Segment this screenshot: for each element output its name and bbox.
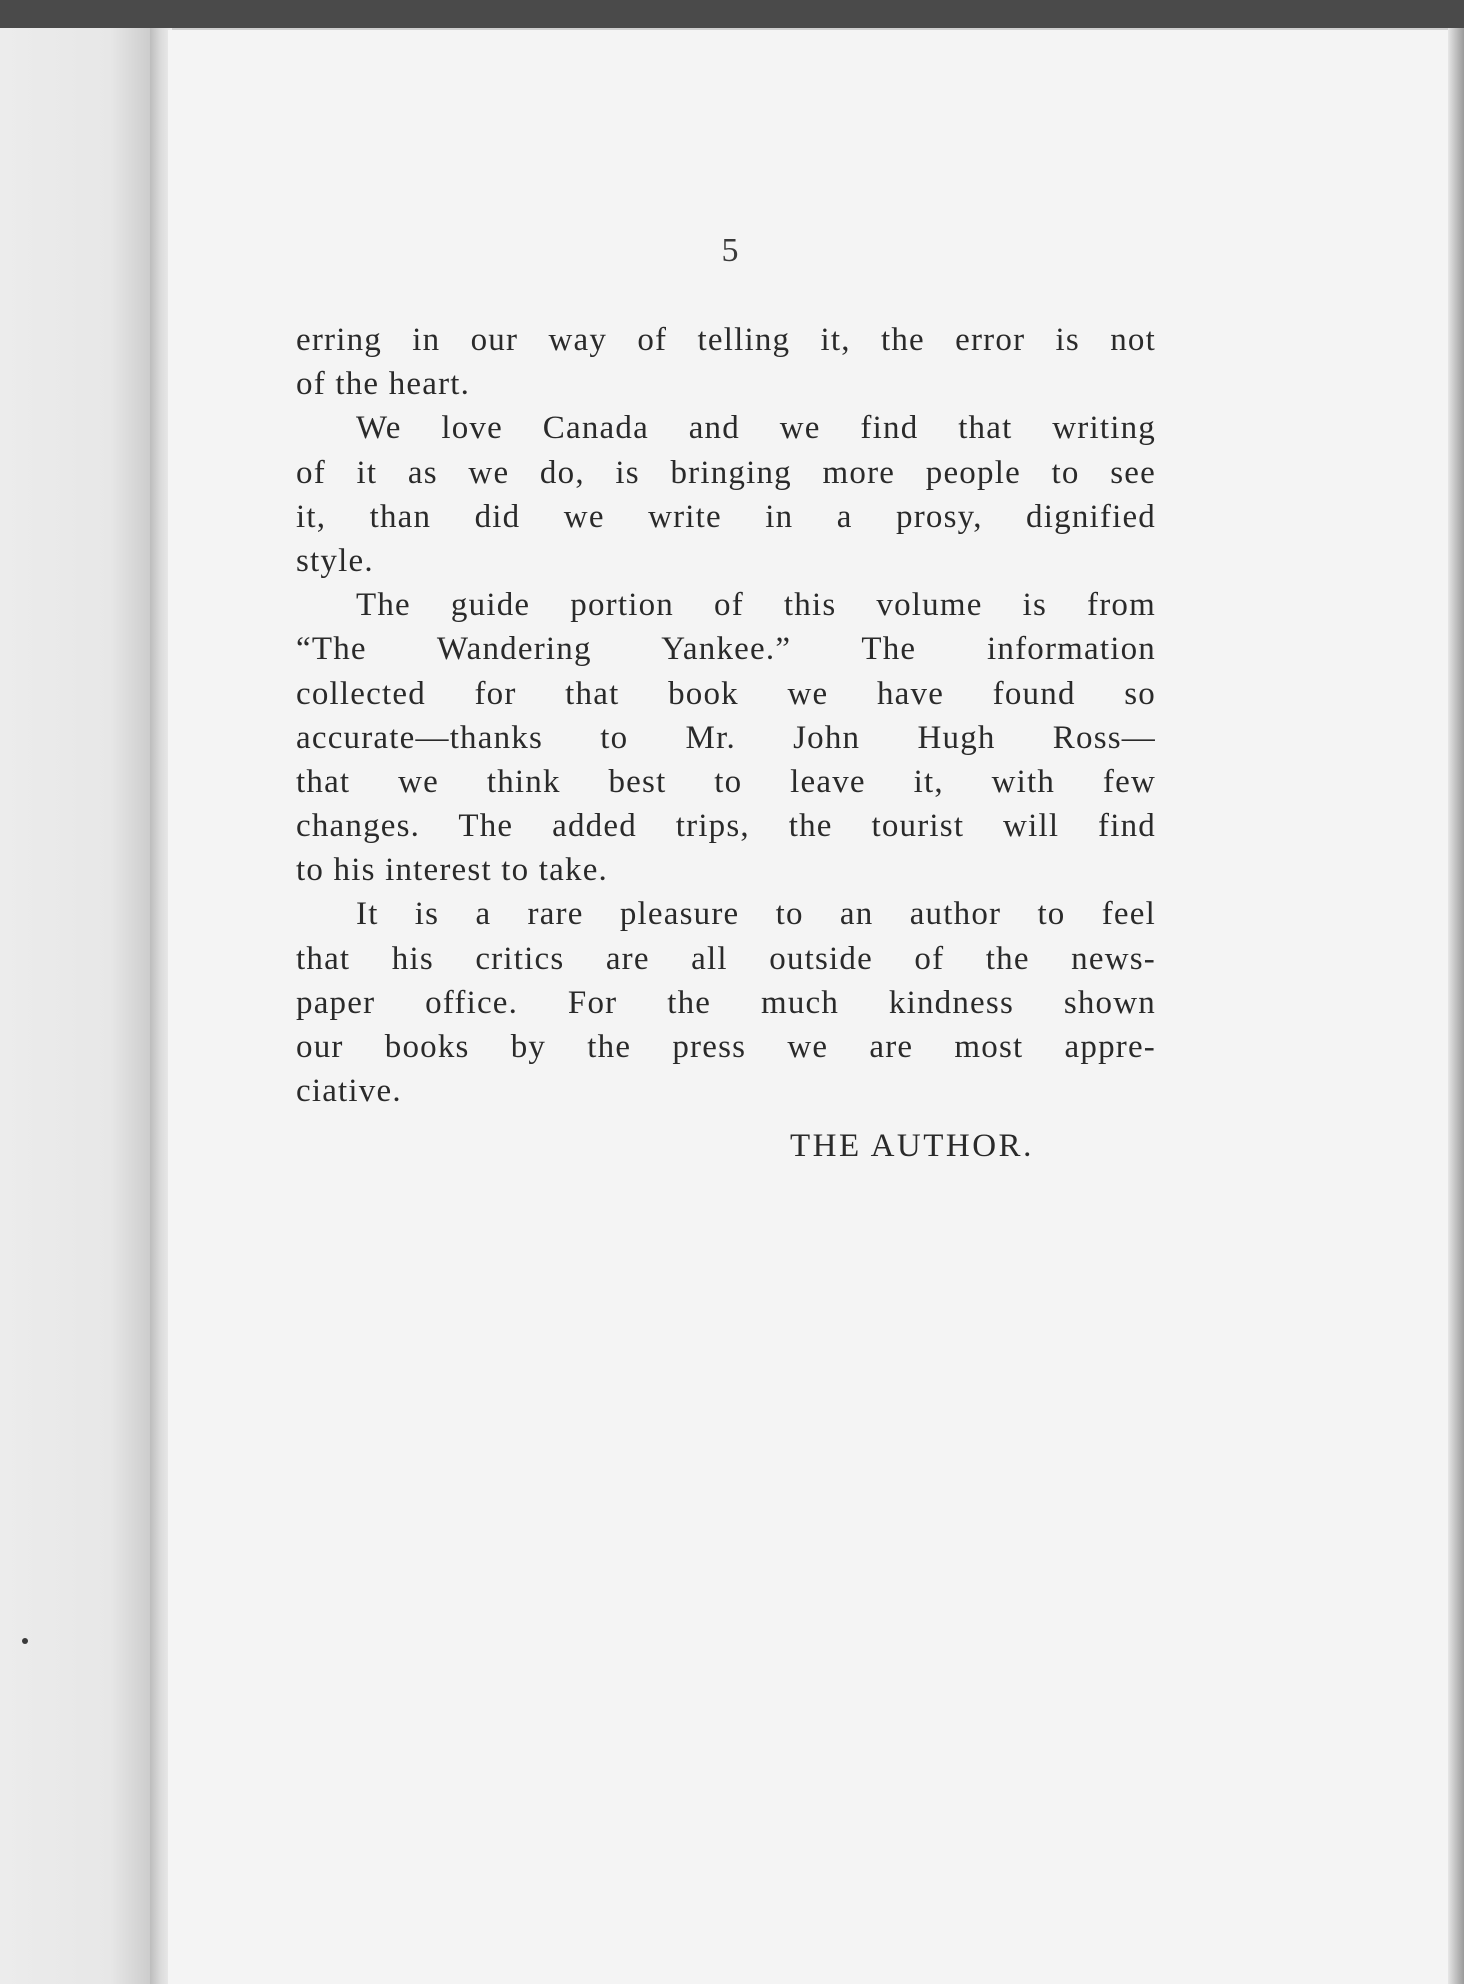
scan-top-border (0, 0, 1464, 28)
facing-page-edge (0, 28, 158, 1984)
text-line: of it as we do, is bringing more people to see (296, 454, 1156, 491)
text-line: style. (296, 542, 374, 579)
paragraph-start-line: The guide portion of this volume is from (356, 587, 1156, 624)
text-line: ciative. (296, 1073, 402, 1110)
author-signature: THE AUTHOR. (790, 1128, 1034, 1164)
text-line: collected for that book we have found so (296, 675, 1156, 712)
text-line: of the heart. (296, 366, 471, 403)
text-line: accurate—thanks to Mr. John Hugh Ross— (296, 719, 1156, 756)
text-line: paper office. For the much kindness shown (296, 984, 1156, 1021)
paragraph-start-line: It is a rare pleasure to an author to feel (356, 896, 1156, 933)
scan-speck (22, 1638, 28, 1644)
text-line: it, than did we write in a prosy, dignified (296, 498, 1156, 535)
page-number: 5 (721, 232, 739, 269)
text-line: to his interest to take. (296, 852, 608, 889)
text-line: changes. The added trips, the tourist will find (296, 808, 1156, 845)
text-line: our books by the press we are most appre- (296, 1029, 1156, 1065)
text-line: erring in our way of telling it, the error is not (296, 322, 1156, 358)
text-line: “The Wandering Yankee.” The information (296, 631, 1156, 668)
paragraph-start-line: We love Canada and we find that writing (356, 410, 1156, 447)
text-line: that his critics are all outside of the news- (296, 940, 1156, 977)
page-edge-shadow (1448, 28, 1464, 1984)
text-line: that we think best to leave it, with few (296, 763, 1156, 800)
preface-text (296, 318, 1156, 1113)
